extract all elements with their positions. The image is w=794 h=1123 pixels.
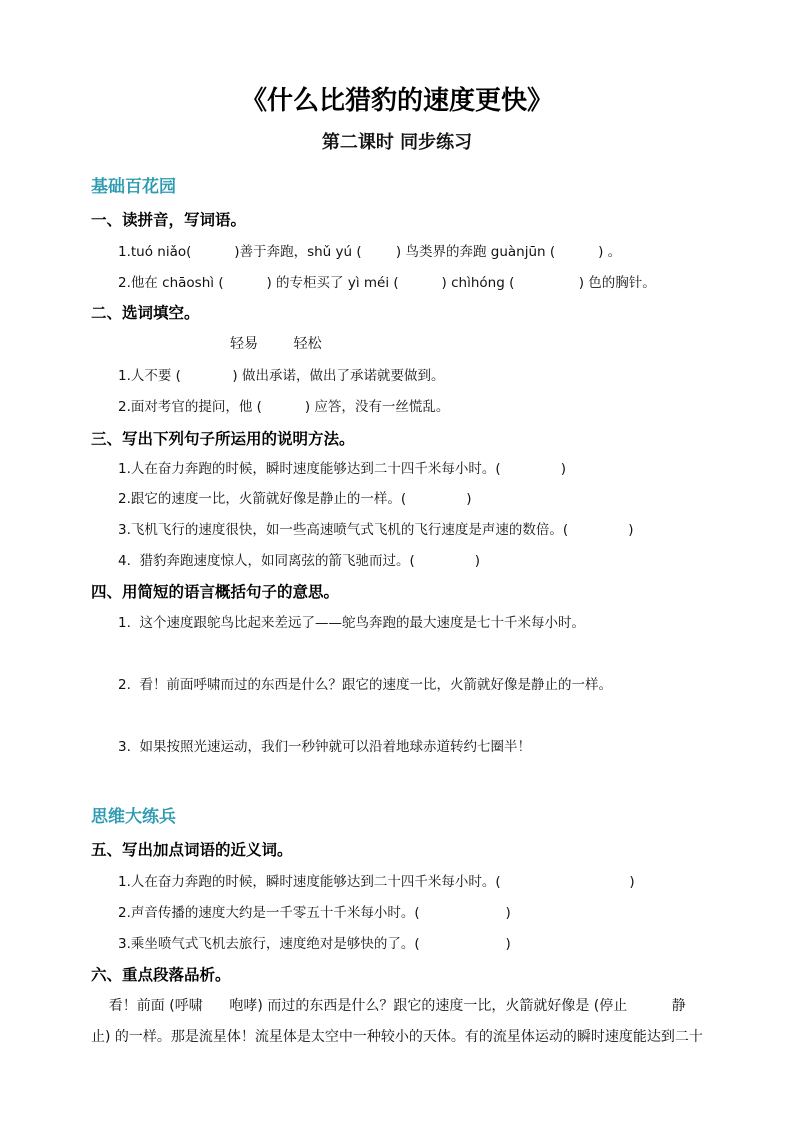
question-3-item-2: 2.跟它的速度一比，火箭就好像是静止的一样。( ) [118,491,472,507]
word-choices: 轻易 轻松 [230,336,322,352]
question-1-item-1: 1.tuó niǎo( )善于奔跑，shǔ yú ( ) 鸟类界的奔跑 guànjūn ( ) 。 [118,244,622,260]
question-5-item-3: 3.乘坐喷气式飞机去旅行，速度绝对是够快的了。( ) [118,936,511,952]
question-3-item-1: 1.人在奋力奔跑的时候，瞬时速度能够达到二十四千米每小时。( ) [118,461,566,477]
section-heading-basic: 基础百花园 [91,177,176,197]
question-2-item-1: 1.人不要 ( ) 做出承诺，做出了承诺就要做到。 [118,368,445,384]
question-heading-2: 二、选词填空。 [91,303,200,322]
question-4-item-1: 1. 这个速度跟鸵鸟比起来差远了——鸵鸟奔跑的最大速度是七十千米每小时。 [118,615,585,631]
passage-line-1: 看！前面 (呼啸 咆哮) 而过的东西是什么？跟它的速度一比，火箭就好像是 (停止 静 [91,998,686,1014]
question-1-item-2: 2.他在 chāoshì ( ) 的专柜买了 yì méi ( ) chìhóng ( ) 色的胸针。 [118,275,656,291]
question-heading-3: 三、写出下列句子所运用的说明方法。 [91,429,355,448]
question-heading-1: 一、读拼音，写词语。 [91,210,247,229]
page-subtitle: 第二课时 同步练习 [321,132,473,153]
section-heading-thinking: 思维大练兵 [91,807,176,827]
question-2-item-2: 2.面对考官的提问，他 ( ) 应答，没有一丝慌乱。 [118,399,450,415]
question-5-item-2: 2.声音传播的速度大约是一千零五十千米每小时。( ) [118,905,511,921]
question-3-item-3: 3.飞机飞行的速度很快，如一些高速喷气式飞机的飞行速度是声速的数倍。( ) [118,522,634,538]
passage-line-2: 止) 的一样。那是流星体！流星体是太空中一种较小的天体。有的流星体运动的瞬时速度能达到二十 [91,1029,703,1045]
question-4-item-2: 2. 看！前面呼啸而过的东西是什么？跟它的速度一比，火箭就好像是静止的一样。 [118,677,612,693]
question-heading-4: 四、用简短的语言概括句子的意思。 [91,582,340,601]
question-5-item-1: 1.人在奋力奔跑的时候，瞬时速度能够达到二十四千米每小时。( ) [118,874,635,890]
question-4-item-3: 3. 如果按照光速运动，我们一秒钟就可以沿着地球赤道转约七圈半！ [118,739,531,755]
page-title: 《什么比猎豹的速度更快》 [240,86,553,116]
question-3-item-4: 4. 猎豹奔跑速度惊人，如同离弦的箭飞驰而过。( ) [118,553,481,569]
question-heading-5: 五、写出加点词语的近义词。 [91,840,293,859]
question-heading-6: 六、重点段落品析。 [91,965,231,984]
